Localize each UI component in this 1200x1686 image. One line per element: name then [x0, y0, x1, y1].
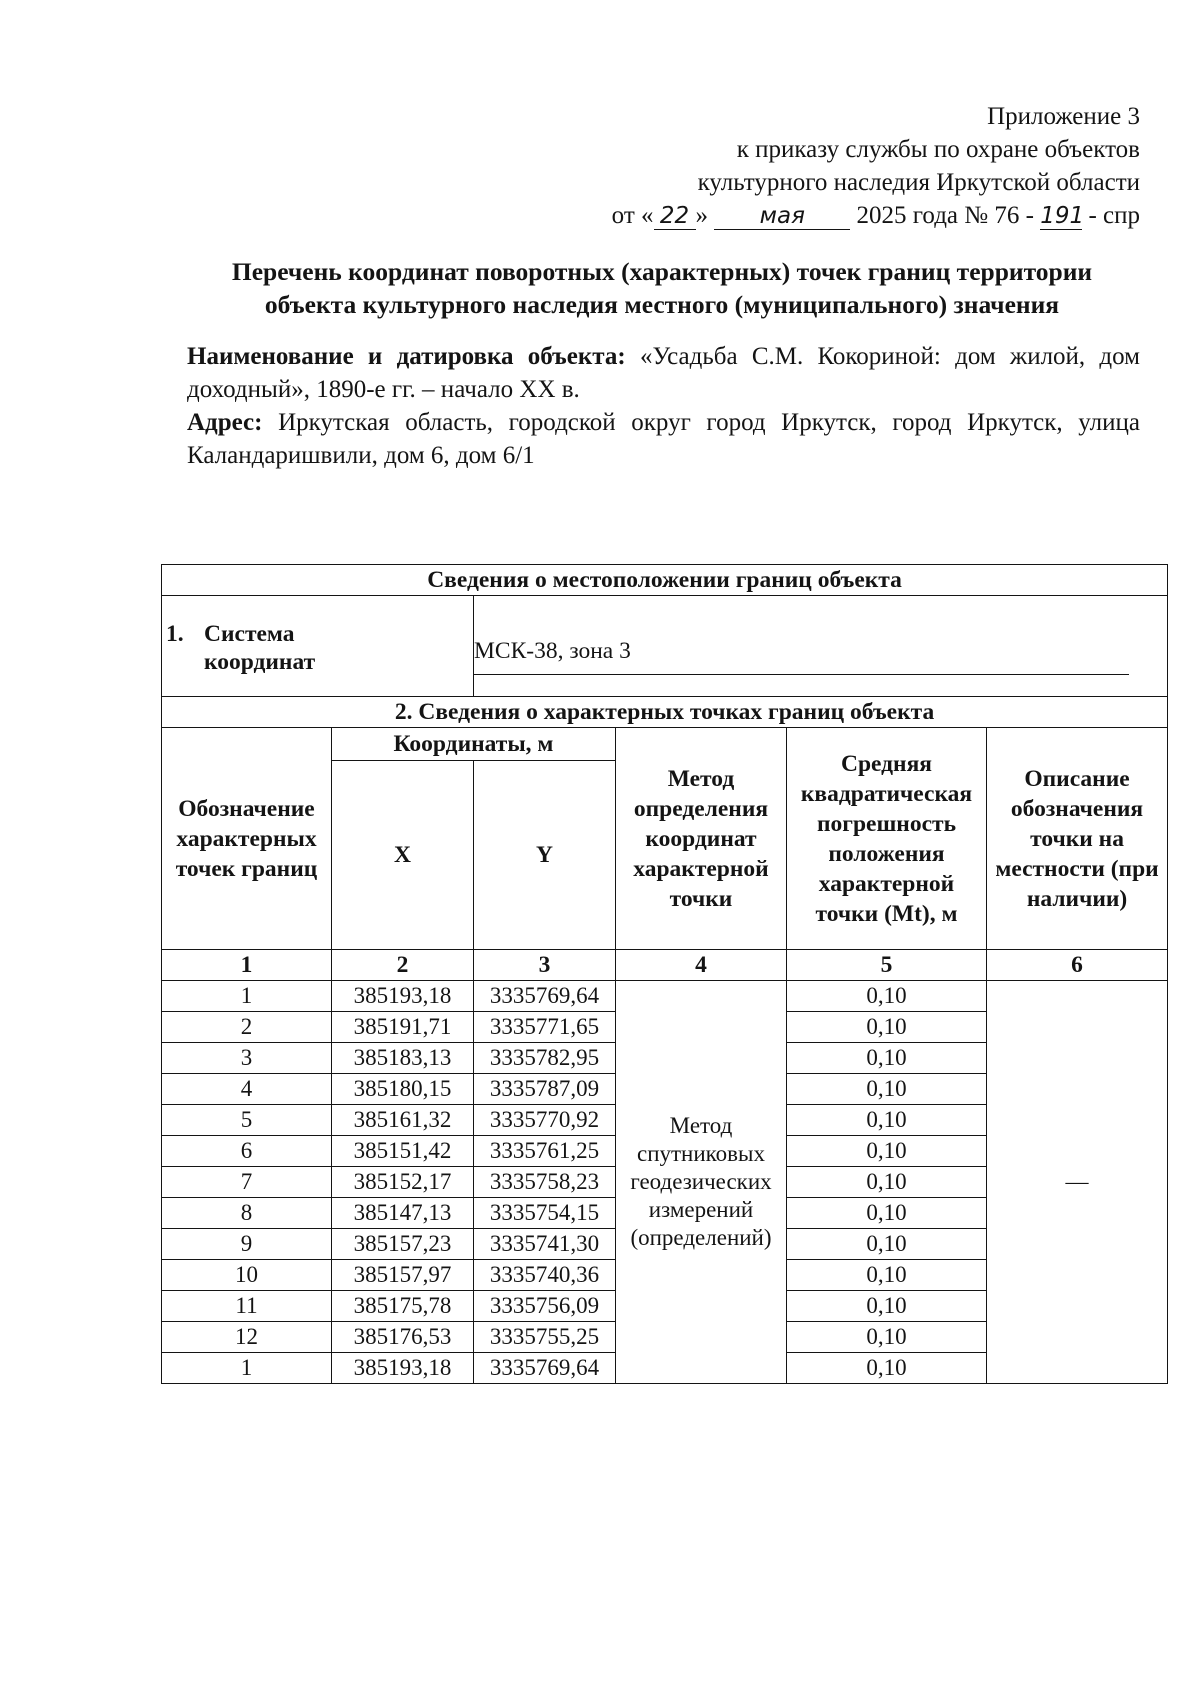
point-y: 3335755,25 — [474, 1322, 616, 1353]
point-x: 385191,71 — [332, 1012, 474, 1043]
point-mt: 0,10 — [787, 1260, 987, 1291]
point-mt: 0,10 — [787, 1291, 987, 1322]
column-number: 4 — [616, 950, 787, 981]
point-y: 3335787,09 — [474, 1074, 616, 1105]
object-info — [187, 340, 1140, 472]
col-header-y: Y — [474, 761, 616, 950]
description-cell: — — [987, 981, 1168, 1384]
order-suffix: - спр — [1088, 202, 1140, 229]
point-mt: 0,10 — [787, 1353, 987, 1384]
address-paragraph — [187, 406, 1140, 472]
address-label: Адрес: — [187, 409, 263, 436]
coordinate-system-label-cell — [162, 596, 474, 697]
object-name-label: Наименование и датировка объекта: — [187, 343, 626, 370]
point-designation: 11 — [162, 1291, 332, 1322]
point-x: 385180,15 — [332, 1074, 474, 1105]
point-designation: 5 — [162, 1105, 332, 1136]
column-number: 3 — [474, 950, 616, 981]
coordinate-system-label — [204, 620, 315, 676]
point-mt: 0,10 — [787, 1198, 987, 1229]
point-mt: 0,10 — [787, 1322, 987, 1353]
date-month-handwritten: мая — [714, 203, 850, 230]
point-y: 3335769,64 — [474, 1353, 616, 1384]
date-mid: » — [695, 202, 709, 229]
point-mt: 0,10 — [787, 1043, 987, 1074]
point-x: 385151,42 — [332, 1136, 474, 1167]
point-mt: 0,10 — [787, 1229, 987, 1260]
point-y: 3335741,30 — [474, 1229, 616, 1260]
appendix-line-3: культурного наследия Иркутской области — [697, 169, 1140, 196]
point-designation: 1 — [162, 1353, 332, 1384]
point-y: 3335770,92 — [474, 1105, 616, 1136]
point-designation: 10 — [162, 1260, 332, 1291]
point-designation: 2 — [162, 1012, 332, 1043]
point-y: 3335754,15 — [474, 1198, 616, 1229]
col-header-method: Метод определения координат характерной точки — [616, 728, 787, 950]
point-x: 385183,13 — [332, 1043, 474, 1074]
column-number: 2 — [332, 950, 474, 981]
year-order-text: 2025 года № 76 - — [856, 202, 1034, 229]
point-designation: 1 — [162, 981, 332, 1012]
coordinate-system-label-line-1: Система — [204, 621, 295, 647]
coordinate-system-value-cell — [474, 596, 1168, 697]
point-mt: 0,10 — [787, 1012, 987, 1043]
date-prefix: от « — [611, 202, 654, 229]
object-name-paragraph — [187, 340, 1140, 406]
coordinate-system-number: 1. — [166, 621, 184, 647]
point-designation: 6 — [162, 1136, 332, 1167]
column-number: 1 — [162, 950, 332, 981]
table-row — [162, 981, 1168, 1012]
point-y: 3335782,95 — [474, 1043, 616, 1074]
point-y: 3335756,09 — [474, 1291, 616, 1322]
section-title-cell: Сведения о местоположении границ объекта — [162, 565, 1168, 596]
col-header-coordinates: Координаты, м — [332, 728, 616, 761]
point-designation: 7 — [162, 1167, 332, 1198]
address-value: Иркутская область, городской округ город Иркутск, город Иркутск, улица Каландаришвили, дом 6, дом 6/1 — [187, 409, 1141, 469]
object-name-value: «Усадьба С.М. Кокориной: дом жилой, дом доходный», 1890-е гг. – начало XX в. — [187, 343, 1140, 403]
point-mt: 0,10 — [787, 1074, 987, 1105]
title-line-2: объекта культурного наследия местного (муниципального) значения — [264, 290, 1060, 319]
point-x: 385176,53 — [332, 1322, 474, 1353]
col-header-designation: Обозначение характерных точек границ — [162, 728, 332, 950]
column-numbers-row — [162, 950, 1168, 981]
col-header-description: Описание обозначения точки на местности (при наличии) — [987, 728, 1168, 950]
coordinate-system-value: МСК-38, зона 3 — [474, 636, 1129, 675]
col-header-x: X — [332, 761, 474, 950]
appendix-header — [380, 100, 1140, 232]
order-number-handwritten: 191 — [1040, 203, 1085, 229]
column-number: 5 — [787, 950, 987, 981]
appendix-line-2: к приказу службы по охране объектов — [736, 136, 1140, 163]
appendix-date-line — [380, 199, 1140, 232]
point-mt: 0,10 — [787, 1105, 987, 1136]
point-x: 385157,23 — [332, 1229, 474, 1260]
appendix-line-1: Приложение 3 — [987, 103, 1140, 130]
method-cell: Метод спутниковых геодезических измерений (определений) — [616, 981, 787, 1384]
point-x: 385152,17 — [332, 1167, 474, 1198]
title-line-1: Перечень координат поворотных (характерных) точек границ территории — [231, 257, 1093, 286]
point-designation: 8 — [162, 1198, 332, 1229]
point-y: 3335771,65 — [474, 1012, 616, 1043]
point-designation: 9 — [162, 1229, 332, 1260]
document-title — [184, 255, 1140, 321]
col-header-error: Средняя квадратическая погрешность положения характерной точки (Mt), м — [787, 728, 987, 950]
point-y: 3335740,36 — [474, 1260, 616, 1291]
point-x: 385175,78 — [332, 1291, 474, 1322]
point-mt: 0,10 — [787, 1167, 987, 1198]
point-mt: 0,10 — [787, 981, 987, 1012]
coordinate-system-label-line-2: координат — [204, 649, 316, 675]
boundary-coordinates-table — [161, 564, 1168, 1384]
point-y: 3335769,64 — [474, 981, 616, 1012]
point-x: 385157,97 — [332, 1260, 474, 1291]
point-designation: 4 — [162, 1074, 332, 1105]
point-x: 385193,18 — [332, 981, 474, 1012]
point-mt: 0,10 — [787, 1136, 987, 1167]
point-designation: 12 — [162, 1322, 332, 1353]
point-x: 385161,32 — [332, 1105, 474, 1136]
point-y: 3335758,23 — [474, 1167, 616, 1198]
point-x: 385193,18 — [332, 1353, 474, 1384]
date-day-handwritten: 22 — [654, 203, 696, 230]
point-designation: 3 — [162, 1043, 332, 1074]
point-x: 385147,13 — [332, 1198, 474, 1229]
points-section-title-cell: 2. Сведения о характерных точках границ объекта — [162, 697, 1168, 728]
column-number: 6 — [987, 950, 1168, 981]
point-y: 3335761,25 — [474, 1136, 616, 1167]
